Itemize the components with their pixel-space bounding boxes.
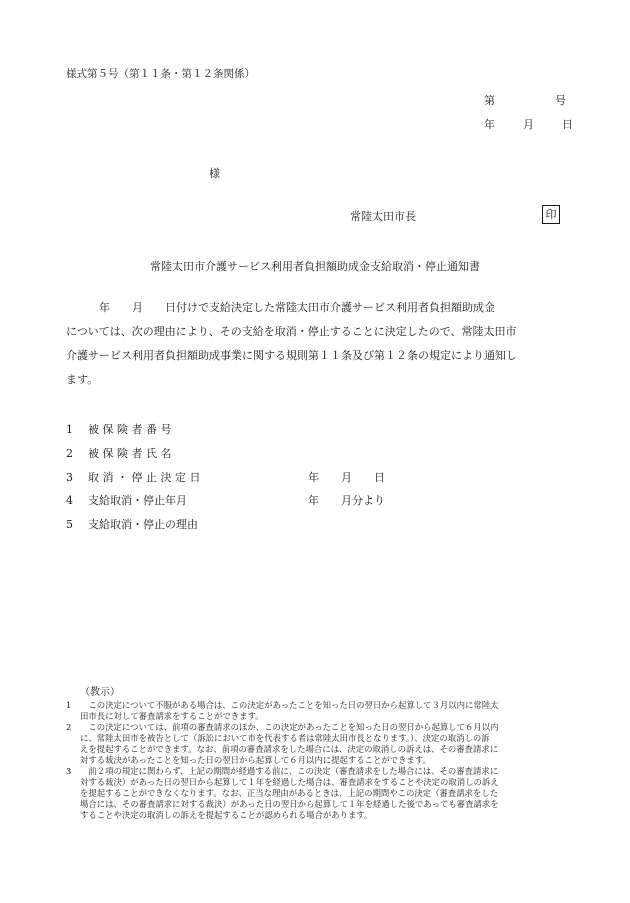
note-line: 前２項の規定に関わらず、上記の期間が経過する前に、この決定（審査請求をした場合には、その審査請求に	[80, 766, 499, 776]
note-line: 対する裁決）があった日の翌日から起算して１年を経過した場合は、審査請求をすることや決定の取消しの訴え	[80, 777, 499, 787]
date-day: 日	[562, 118, 573, 131]
note-item	[66, 700, 572, 722]
body-text	[66, 296, 586, 392]
body-line: ます。	[66, 373, 99, 386]
body-line: については、次の理由により、その支給を取消・停止することに決定したので、常陸太田市	[66, 325, 517, 338]
note-item	[66, 722, 572, 766]
body-line: 介護サービス利用者負担額助成事業に関する規則第１１条及び第１２条の規定により通知し	[66, 349, 517, 362]
document-title: 常陸太田市介護サービス利用者負担額助成金支給取消・停止通知書	[150, 260, 480, 273]
body-line: 年 月 日付けで支給決定した常陸太田市介護サービス利用者負担額助成金	[66, 301, 495, 314]
notes-section	[66, 700, 572, 821]
document-date	[484, 116, 573, 132]
note-line: を提起することができなくなります。なお、正当な理由があるときは、上記の期間やこの決定（審査請求をした	[80, 788, 499, 798]
item-label: 取 消 ・ 停 止 決 定 日	[88, 471, 201, 484]
note-line: 田市長に対して審査請求をすることができます。	[80, 711, 264, 721]
item-insured-name	[66, 445, 308, 461]
item-stop-month	[66, 492, 385, 508]
item-label: 支給取消・停止の理由	[88, 518, 198, 531]
date-year: 年	[484, 118, 495, 131]
item-insured-number	[66, 421, 308, 437]
date-month: 月	[523, 118, 534, 131]
document-number	[484, 92, 566, 108]
note-number: 2	[66, 722, 72, 732]
issuer-name: 常陸太田市長	[350, 210, 416, 223]
item-label: 支給取消・停止年月	[88, 494, 187, 507]
note-number: 3	[66, 766, 72, 776]
note-line: この決定について不服がある場合は、この決定があったことを知った日の翌日から起算して３月以内に常陸太	[80, 700, 499, 710]
form-label: 様式第５号（第１１条・第１２条関係）	[66, 68, 255, 80]
item-label: 被 保 険 者 氏 名	[88, 447, 172, 460]
note-line: 対する裁決があったことを知った日の翌日から起算して６月以内に提起することができます。	[80, 755, 431, 765]
item-number: 2	[66, 447, 73, 460]
item-decision-date	[66, 469, 385, 485]
note-line: 場合には、その審査請求に対する裁決）があった日の翌日から起算して１年を経過した後であっても審査請求を	[80, 799, 499, 809]
item-number: 5	[66, 518, 73, 531]
addressee-suffix: 様	[209, 167, 220, 180]
note-line: に、常陸太田市を被告として（訴訟において市を代表する者は常陸太田市長となります。）、決定の取消しの訴	[80, 733, 490, 743]
item-number: 3	[66, 471, 73, 484]
note-line: この決定については、前項の審査請求のほか、この決定があったことを知った日の翌日から起算して６月以内	[80, 722, 499, 732]
note-item	[66, 766, 572, 821]
note-number: 1	[66, 700, 72, 710]
note-line: することや決定の取消しの訴えを提起することが認められる場合があります。	[80, 810, 373, 820]
number-suffix: 号	[555, 94, 566, 107]
item-number: 1	[66, 423, 73, 436]
notes-heading: （教示）	[80, 687, 120, 698]
item-label: 被 保 険 者 番 号	[88, 423, 172, 436]
item-value: 年 月 日	[308, 471, 385, 484]
item-value: 年 月分より	[308, 494, 385, 507]
number-prefix: 第	[484, 94, 495, 107]
seal-mark: 印	[542, 205, 560, 224]
note-line: えを提起することができます。なお、前項の審査請求をした場合には、決定の取消しの訴えは、その審査請求に	[80, 744, 499, 754]
item-reason	[66, 516, 308, 532]
item-number: 4	[66, 494, 73, 507]
